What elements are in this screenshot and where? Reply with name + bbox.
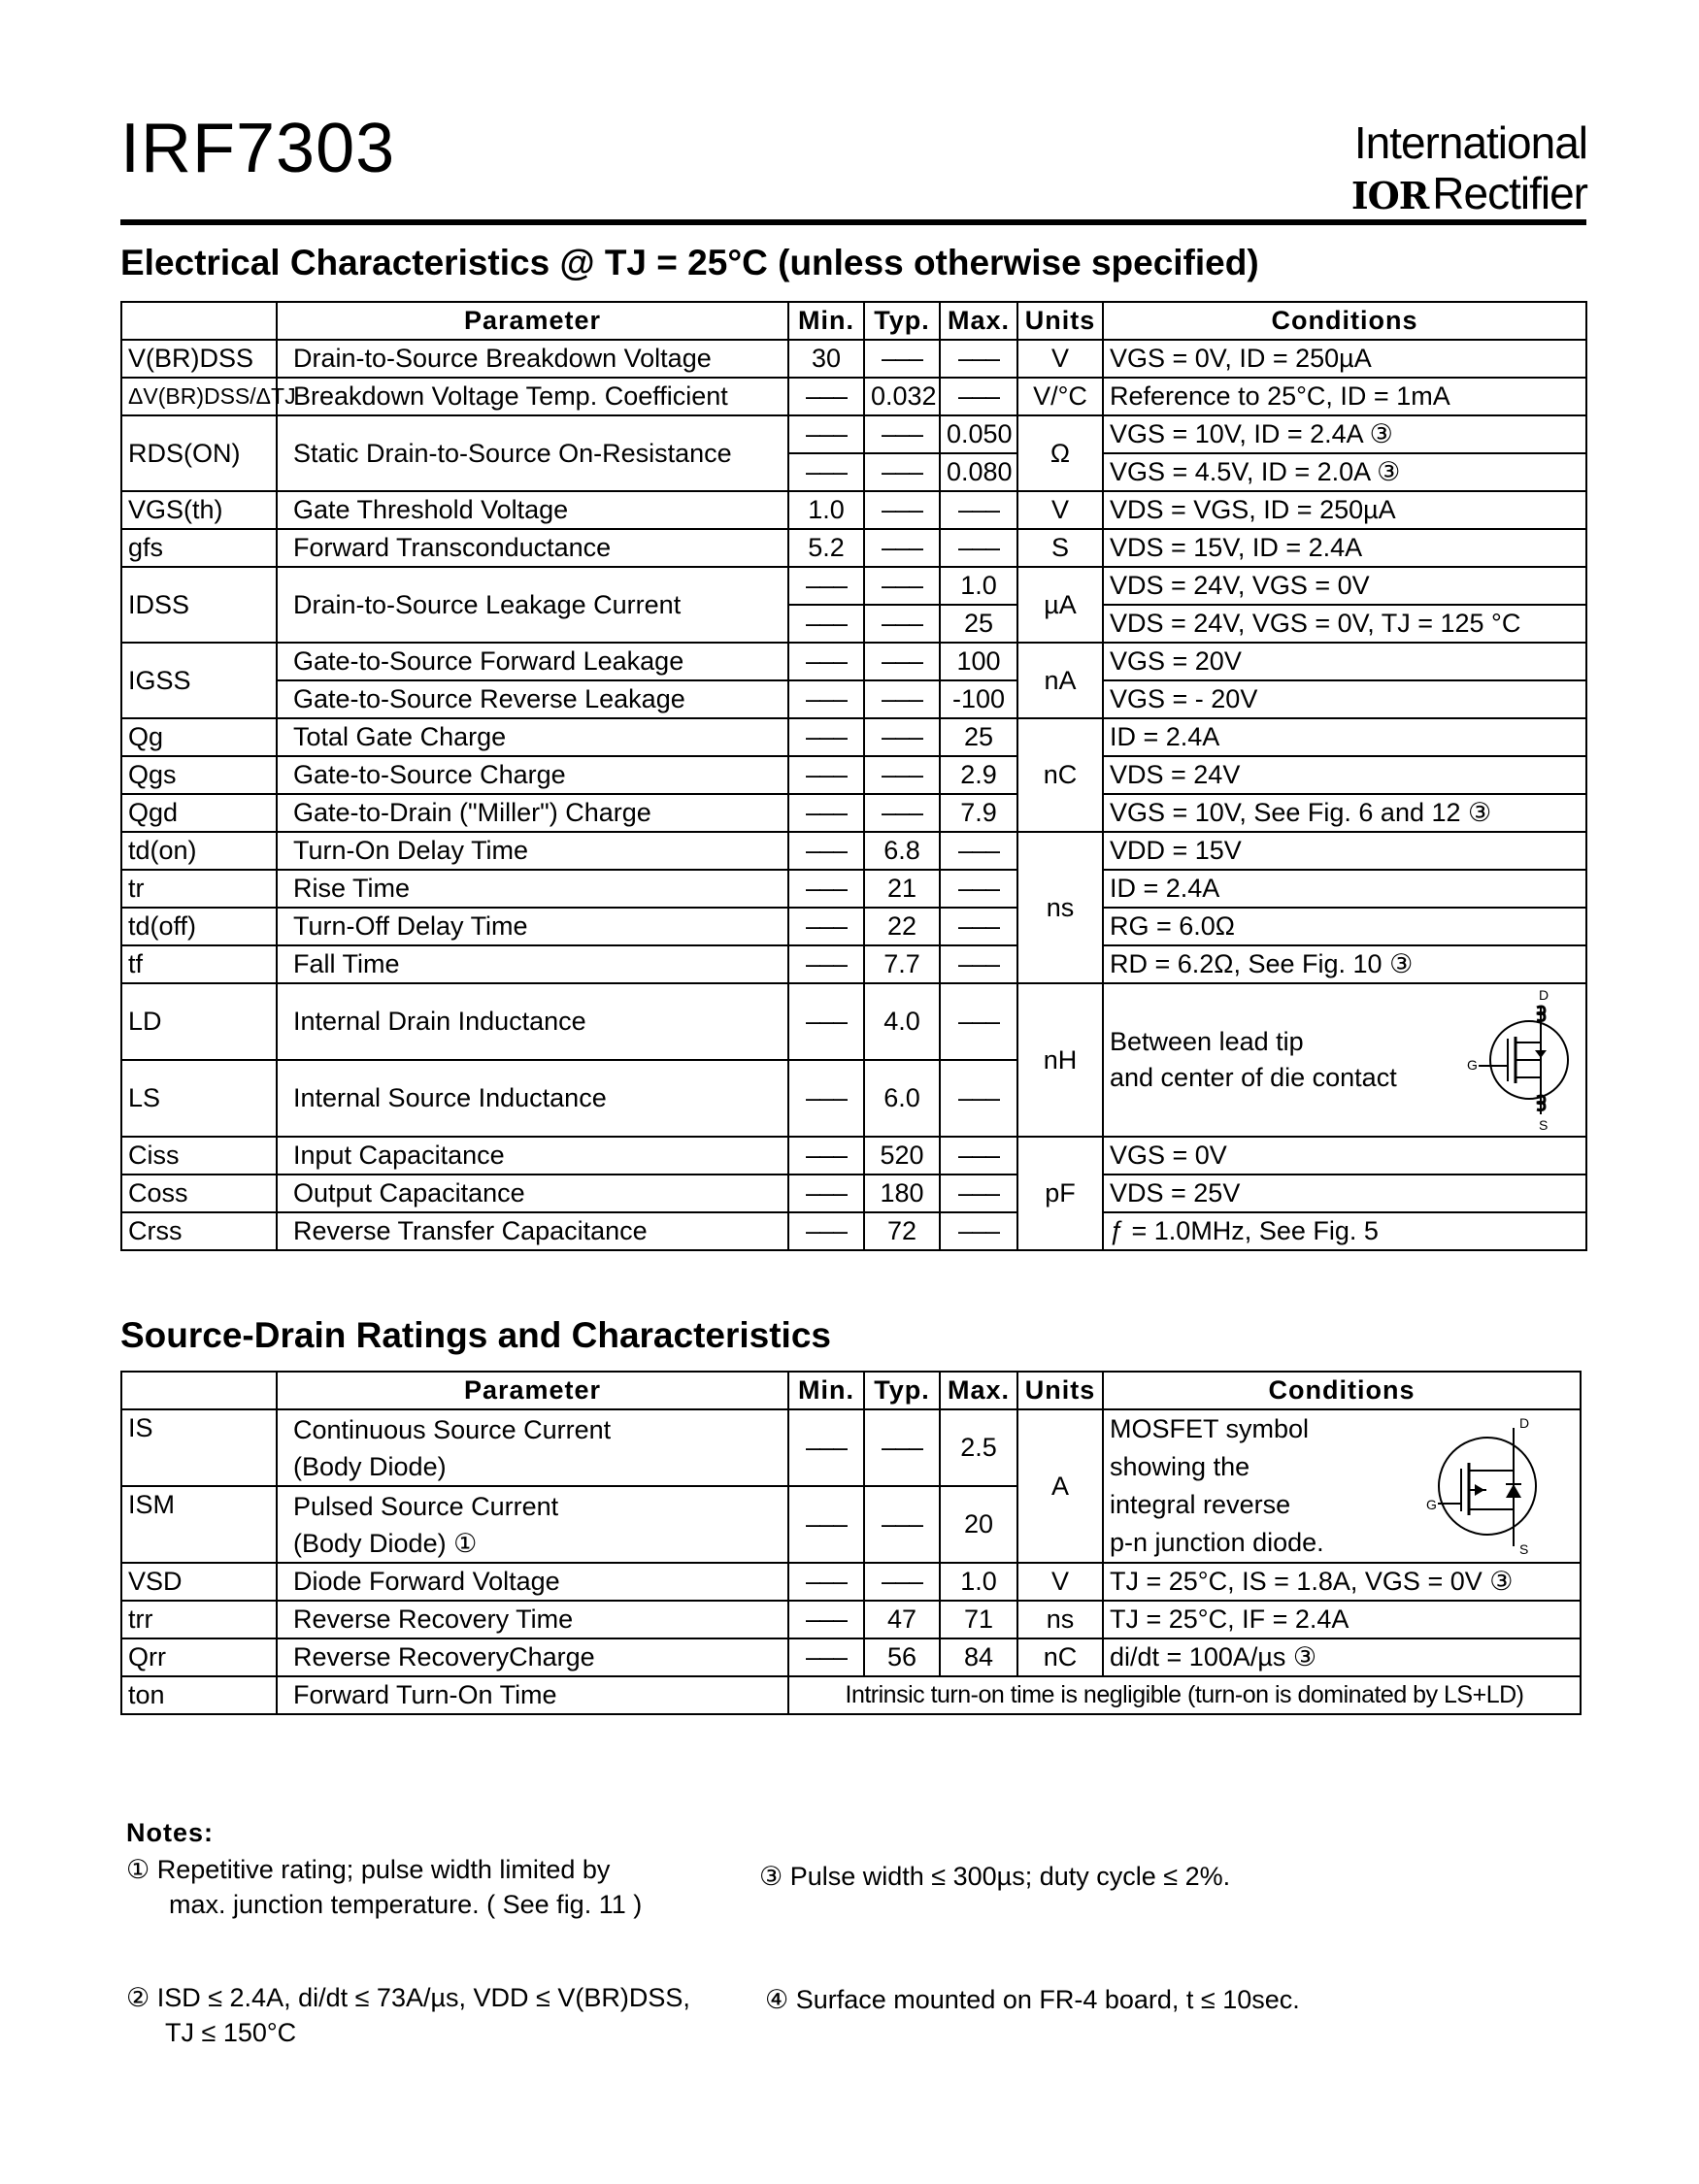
- brand-line1: International: [1353, 117, 1587, 168]
- conditions: VGS = 10V, ID = 2.4A ③: [1103, 415, 1586, 453]
- max: 0.050: [940, 415, 1017, 453]
- conditions: TJ = 25°C, IF = 2.4A: [1103, 1601, 1581, 1638]
- max: 1.0: [940, 567, 1017, 605]
- symbol: ISM: [121, 1486, 277, 1563]
- min: –––: [788, 756, 864, 794]
- max: 20: [940, 1486, 1017, 1563]
- diode-symbol-label-s: S: [1519, 1541, 1529, 1557]
- typ: –––: [864, 718, 940, 756]
- table-row: [121, 718, 1586, 756]
- table-row: [121, 945, 1586, 983]
- max: –––: [940, 491, 1017, 529]
- min: –––: [788, 1409, 864, 1486]
- conditions: VDD = 15V: [1103, 832, 1586, 870]
- units: S: [1017, 529, 1103, 567]
- parameter: Fall Time: [277, 945, 788, 983]
- conditions: showing the: [1110, 1452, 1250, 1481]
- symbol: Qg: [121, 718, 277, 756]
- symbol: LS: [121, 1060, 277, 1137]
- symbol: trr: [121, 1601, 277, 1638]
- max: –––: [940, 1212, 1017, 1250]
- parameter: Internal Drain Inductance: [277, 983, 788, 1060]
- mosfet-inductor-symbol-icon: [1461, 988, 1568, 1132]
- note-2-line2: TJ ≤ 150°C: [165, 2018, 297, 2047]
- units: V: [1017, 491, 1103, 529]
- col-symbol: [121, 1372, 277, 1409]
- col-min: Min.: [788, 1372, 864, 1409]
- note-1-line1: ① Repetitive rating; pulse width limited by: [126, 1855, 611, 1884]
- conditions: Between lead tip: [1110, 1027, 1304, 1056]
- col-min: Min.: [788, 302, 864, 340]
- parameter: Gate Threshold Voltage: [277, 491, 788, 529]
- min: –––: [788, 1486, 864, 1563]
- min: –––: [788, 718, 864, 756]
- part-number: IRF7303: [120, 110, 396, 187]
- min: –––: [788, 945, 864, 983]
- parameter-line: (Body Diode): [293, 1451, 447, 1481]
- symbol: VSD: [121, 1563, 277, 1601]
- max: 1.0: [940, 1563, 1017, 1601]
- conditions: VDS = 24V, VGS = 0V: [1103, 567, 1586, 605]
- typ: –––: [864, 415, 940, 453]
- col-parameter: Parameter: [277, 1372, 788, 1409]
- parameter: Gate-to-Source Reverse Leakage: [277, 680, 788, 718]
- col-parameter: Parameter: [277, 302, 788, 340]
- col-conditions: Conditions: [1103, 1372, 1581, 1409]
- typ: –––: [864, 567, 940, 605]
- min: –––: [788, 680, 864, 718]
- min: –––: [788, 1563, 864, 1601]
- typ: –––: [864, 643, 940, 680]
- typ: 520: [864, 1137, 940, 1175]
- table-row: [121, 832, 1586, 870]
- conditions: VGS = 0V, ID = 250µA: [1103, 340, 1586, 378]
- conditions: VGS = 0V: [1103, 1137, 1586, 1175]
- typ: –––: [864, 1486, 940, 1563]
- units: nC: [1017, 1638, 1103, 1676]
- parameter: Reverse Transfer Capacitance: [277, 1212, 788, 1250]
- table-row: [121, 756, 1586, 794]
- col-conditions: Conditions: [1103, 302, 1586, 340]
- conditions: Reference to 25°C, ID = 1mA: [1103, 378, 1586, 415]
- col-max: Max.: [940, 1372, 1017, 1409]
- parameter-line: Continuous Source Current: [293, 1414, 612, 1444]
- min: –––: [788, 832, 864, 870]
- diode-symbol-label-g: G: [1426, 1497, 1437, 1512]
- symbol: td(off): [121, 908, 277, 945]
- min: 1.0: [788, 491, 864, 529]
- conditions: VGS = - 20V: [1103, 680, 1586, 718]
- table-row: [121, 643, 1586, 680]
- table-row: [121, 1563, 1581, 1601]
- units: nC: [1017, 718, 1103, 832]
- typ: 47: [864, 1601, 940, 1638]
- symbol: Ciss: [121, 1137, 277, 1175]
- symbol: Qgd: [121, 794, 277, 832]
- min: –––: [788, 1212, 864, 1250]
- min: –––: [788, 1175, 864, 1212]
- diode-conditions: [1103, 1409, 1581, 1563]
- min: –––: [788, 870, 864, 908]
- max: 100: [940, 643, 1017, 680]
- note-1-line2: max. junction temperature. ( See fig. 11 ): [169, 1890, 643, 1919]
- max: 2.5: [940, 1409, 1017, 1486]
- conditions: VGS = 4.5V, ID = 2.0A ③: [1103, 453, 1586, 491]
- brand-rectifier: Rectifier: [1432, 168, 1587, 218]
- table-row: [121, 1212, 1586, 1250]
- typ: –––: [864, 1409, 940, 1486]
- units: µA: [1017, 567, 1103, 643]
- symbol: LD: [121, 983, 277, 1060]
- table-header-row: [121, 302, 1586, 340]
- typ: –––: [864, 605, 940, 643]
- min: –––: [788, 378, 864, 415]
- table-row: [121, 1175, 1586, 1212]
- conditions: RG = 6.0Ω: [1103, 908, 1586, 945]
- parameter: Output Capacitance: [277, 1175, 788, 1212]
- typ: –––: [864, 794, 940, 832]
- table-row: [121, 567, 1586, 605]
- typ: 21: [864, 870, 940, 908]
- parameter-line: Pulsed Source Current: [293, 1491, 559, 1521]
- symbol-label-d: D: [1539, 987, 1549, 1003]
- min: –––: [788, 567, 864, 605]
- note-4: ④ Surface mounted on FR-4 board, t ≤ 10sec.: [765, 1985, 1300, 2014]
- max: –––: [940, 832, 1017, 870]
- symbol: V(BR)DSS: [121, 340, 277, 378]
- min: 5.2: [788, 529, 864, 567]
- conditions: VDS = 24V, VGS = 0V, TJ = 125 °C: [1103, 605, 1586, 643]
- max: 84: [940, 1638, 1017, 1676]
- conditions: VDS = 24V: [1103, 756, 1586, 794]
- typ: –––: [864, 680, 940, 718]
- conditions: ID = 2.4A: [1103, 718, 1586, 756]
- min: –––: [788, 415, 864, 453]
- max: 7.9: [940, 794, 1017, 832]
- parameter: Forward Transconductance: [277, 529, 788, 567]
- conditions: ID = 2.4A: [1103, 870, 1586, 908]
- units: nH: [1017, 983, 1103, 1137]
- parameter: Breakdown Voltage Temp. Coefficient: [277, 378, 788, 415]
- electrical-title: Electrical Characteristics @ TJ = 25°C (unless otherwise specified): [120, 243, 1259, 282]
- typ: –––: [864, 756, 940, 794]
- parameter: Turn-On Delay Time: [277, 832, 788, 870]
- min: –––: [788, 908, 864, 945]
- parameter: Total Gate Charge: [277, 718, 788, 756]
- col-max: Max.: [940, 302, 1017, 340]
- typ: –––: [864, 1563, 940, 1601]
- typ: 0.032: [864, 378, 940, 415]
- parameter: Reverse Recovery Time: [277, 1601, 788, 1638]
- max: –––: [940, 340, 1017, 378]
- symbol: td(on): [121, 832, 277, 870]
- typ: 4.0: [864, 983, 940, 1060]
- col-units: Units: [1017, 1372, 1103, 1409]
- parameter: [277, 1486, 788, 1563]
- typ: –––: [864, 453, 940, 491]
- parameter: Input Capacitance: [277, 1137, 788, 1175]
- table-row: [121, 1601, 1581, 1638]
- note-1: [126, 1852, 642, 1922]
- units: Ω: [1017, 415, 1103, 491]
- col-typ: Typ.: [864, 302, 940, 340]
- parameter: [277, 1409, 788, 1486]
- col-symbol: [121, 302, 277, 340]
- conditions: p-n junction diode.: [1110, 1528, 1324, 1557]
- min: –––: [788, 794, 864, 832]
- note-2-line1: ② ISD ≤ 2.4A, di/dt ≤ 73A/µs, VDD ≤ V(BR)DSS,: [126, 1983, 690, 2012]
- max: –––: [940, 1137, 1017, 1175]
- units: ns: [1017, 1601, 1103, 1638]
- brand-logo: IOR: [1350, 174, 1429, 217]
- max: –––: [940, 870, 1017, 908]
- typ: 22: [864, 908, 940, 945]
- max: –––: [940, 378, 1017, 415]
- parameter: Static Drain-to-Source On-Resistance: [277, 415, 788, 491]
- symbol-label-g: G: [1467, 1057, 1478, 1073]
- parameter: Gate-to-Source Charge: [277, 756, 788, 794]
- source-drain-table: [120, 1371, 1582, 1715]
- typ: 180: [864, 1175, 940, 1212]
- table-row: [121, 1409, 1581, 1486]
- max: 0.080: [940, 453, 1017, 491]
- min: –––: [788, 983, 864, 1060]
- min: –––: [788, 453, 864, 491]
- units: nA: [1017, 643, 1103, 718]
- notes-heading: Notes:: [126, 1818, 215, 1847]
- table-row: [121, 680, 1586, 718]
- conditions: VDS = VGS, ID = 250µA: [1103, 491, 1586, 529]
- typ: 6.0: [864, 1060, 940, 1137]
- parameter: Drain-to-Source Breakdown Voltage: [277, 340, 788, 378]
- symbol: IDSS: [121, 567, 277, 643]
- parameter: Reverse RecoveryCharge: [277, 1638, 788, 1676]
- table-row: [121, 1676, 1581, 1714]
- min: –––: [788, 1638, 864, 1676]
- parameter: Diode Forward Voltage: [277, 1563, 788, 1601]
- parameter-line: (Body Diode) ①: [293, 1528, 478, 1558]
- source-drain-title: Source-Drain Ratings and Characteristics: [120, 1315, 831, 1355]
- max: –––: [940, 529, 1017, 567]
- max: –––: [940, 983, 1017, 1060]
- min: –––: [788, 1060, 864, 1137]
- table-row: [121, 794, 1586, 832]
- conditions: VGS = 10V, See Fig. 6 and 12 ③: [1103, 794, 1586, 832]
- parameter: Internal Source Inductance: [277, 1060, 788, 1137]
- symbol: tf: [121, 945, 277, 983]
- conditions: VDS = 25V: [1103, 1175, 1586, 1212]
- max: 25: [940, 718, 1017, 756]
- conditions: ƒ = 1.0MHz, See Fig. 5: [1103, 1212, 1586, 1250]
- units: ns: [1017, 832, 1103, 983]
- max: 2.9: [940, 756, 1017, 794]
- units: A: [1017, 1409, 1103, 1563]
- table-row: [121, 1638, 1581, 1676]
- symbol: Coss: [121, 1175, 277, 1212]
- units: V/°C: [1017, 378, 1103, 415]
- max: –––: [940, 1060, 1017, 1137]
- parameter: Turn-Off Delay Time: [277, 908, 788, 945]
- symbol: ΔV(BR)DSS/ΔTJ: [121, 378, 277, 415]
- table-row: [121, 908, 1586, 945]
- max: –––: [940, 908, 1017, 945]
- header-rule: [120, 219, 1586, 225]
- symbol-label-s: S: [1539, 1117, 1549, 1133]
- table-row: [121, 340, 1586, 378]
- note-2: [126, 1980, 690, 2050]
- conditions: VDS = 15V, ID = 2.4A: [1103, 529, 1586, 567]
- diode-symbol-label-d: D: [1519, 1415, 1530, 1431]
- parameter: Forward Turn-On Time: [277, 1676, 788, 1714]
- min: –––: [788, 1601, 864, 1638]
- table-row: [121, 1137, 1586, 1175]
- conditions: integral reverse: [1110, 1490, 1291, 1519]
- typ: –––: [864, 491, 940, 529]
- min: –––: [788, 605, 864, 643]
- table-row: [121, 378, 1586, 415]
- symbol: VGS(th): [121, 491, 277, 529]
- symbol: IS: [121, 1409, 277, 1486]
- symbol: Crss: [121, 1212, 277, 1250]
- table-row: [121, 415, 1586, 453]
- parameter: Rise Time: [277, 870, 788, 908]
- max: –––: [940, 945, 1017, 983]
- table-header-row: [121, 1372, 1581, 1409]
- typ: 6.8: [864, 832, 940, 870]
- typ: –––: [864, 529, 940, 567]
- min: –––: [788, 1137, 864, 1175]
- conditions: Intrinsic turn-on time is negligible (turn-on is dominated by LS+LD): [788, 1676, 1581, 1714]
- max: 71: [940, 1601, 1017, 1638]
- col-units: Units: [1017, 302, 1103, 340]
- symbol: gfs: [121, 529, 277, 567]
- max: –––: [940, 1175, 1017, 1212]
- mosfet-diode-symbol-icon: [1424, 1414, 1541, 1558]
- conditions: TJ = 25°C, IS = 1.8A, VGS = 0V ③: [1103, 1563, 1581, 1601]
- table-row: [121, 870, 1586, 908]
- brand-line2: [1351, 167, 1587, 219]
- note-3: ③ Pulse width ≤ 300µs; duty cycle ≤ 2%.: [759, 1862, 1231, 1891]
- col-typ: Typ.: [864, 1372, 940, 1409]
- symbol: Qgs: [121, 756, 277, 794]
- parameter: Drain-to-Source Leakage Current: [277, 567, 788, 643]
- table-row: [121, 491, 1586, 529]
- table-row: [121, 529, 1586, 567]
- parameter: Gate-to-Source Forward Leakage: [277, 643, 788, 680]
- max: 25: [940, 605, 1017, 643]
- conditions: VGS = 20V: [1103, 643, 1586, 680]
- symbol: IGSS: [121, 643, 277, 718]
- typ: 7.7: [864, 945, 940, 983]
- symbol: ton: [121, 1676, 277, 1714]
- units: V: [1017, 1563, 1103, 1601]
- min: –––: [788, 643, 864, 680]
- max: -100: [940, 680, 1017, 718]
- typ: 56: [864, 1638, 940, 1676]
- table-row: [121, 983, 1586, 1060]
- typ: 72: [864, 1212, 940, 1250]
- units: pF: [1017, 1137, 1103, 1250]
- min: 30: [788, 340, 864, 378]
- symbol: tr: [121, 870, 277, 908]
- conditions: di/dt = 100A/µs ③: [1103, 1638, 1581, 1676]
- conditions: and center of die contact: [1110, 1063, 1397, 1092]
- typ: –––: [864, 340, 940, 378]
- symbol: Qrr: [121, 1638, 277, 1676]
- inductance-conditions: [1103, 983, 1586, 1137]
- units: V: [1017, 340, 1103, 378]
- conditions: MOSFET symbol: [1110, 1414, 1310, 1443]
- parameter: Gate-to-Drain ("Miller") Charge: [277, 794, 788, 832]
- symbol: RDS(ON): [121, 415, 277, 491]
- conditions: RD = 6.2Ω, See Fig. 10 ③: [1103, 945, 1586, 983]
- electrical-table: [120, 301, 1587, 1251]
